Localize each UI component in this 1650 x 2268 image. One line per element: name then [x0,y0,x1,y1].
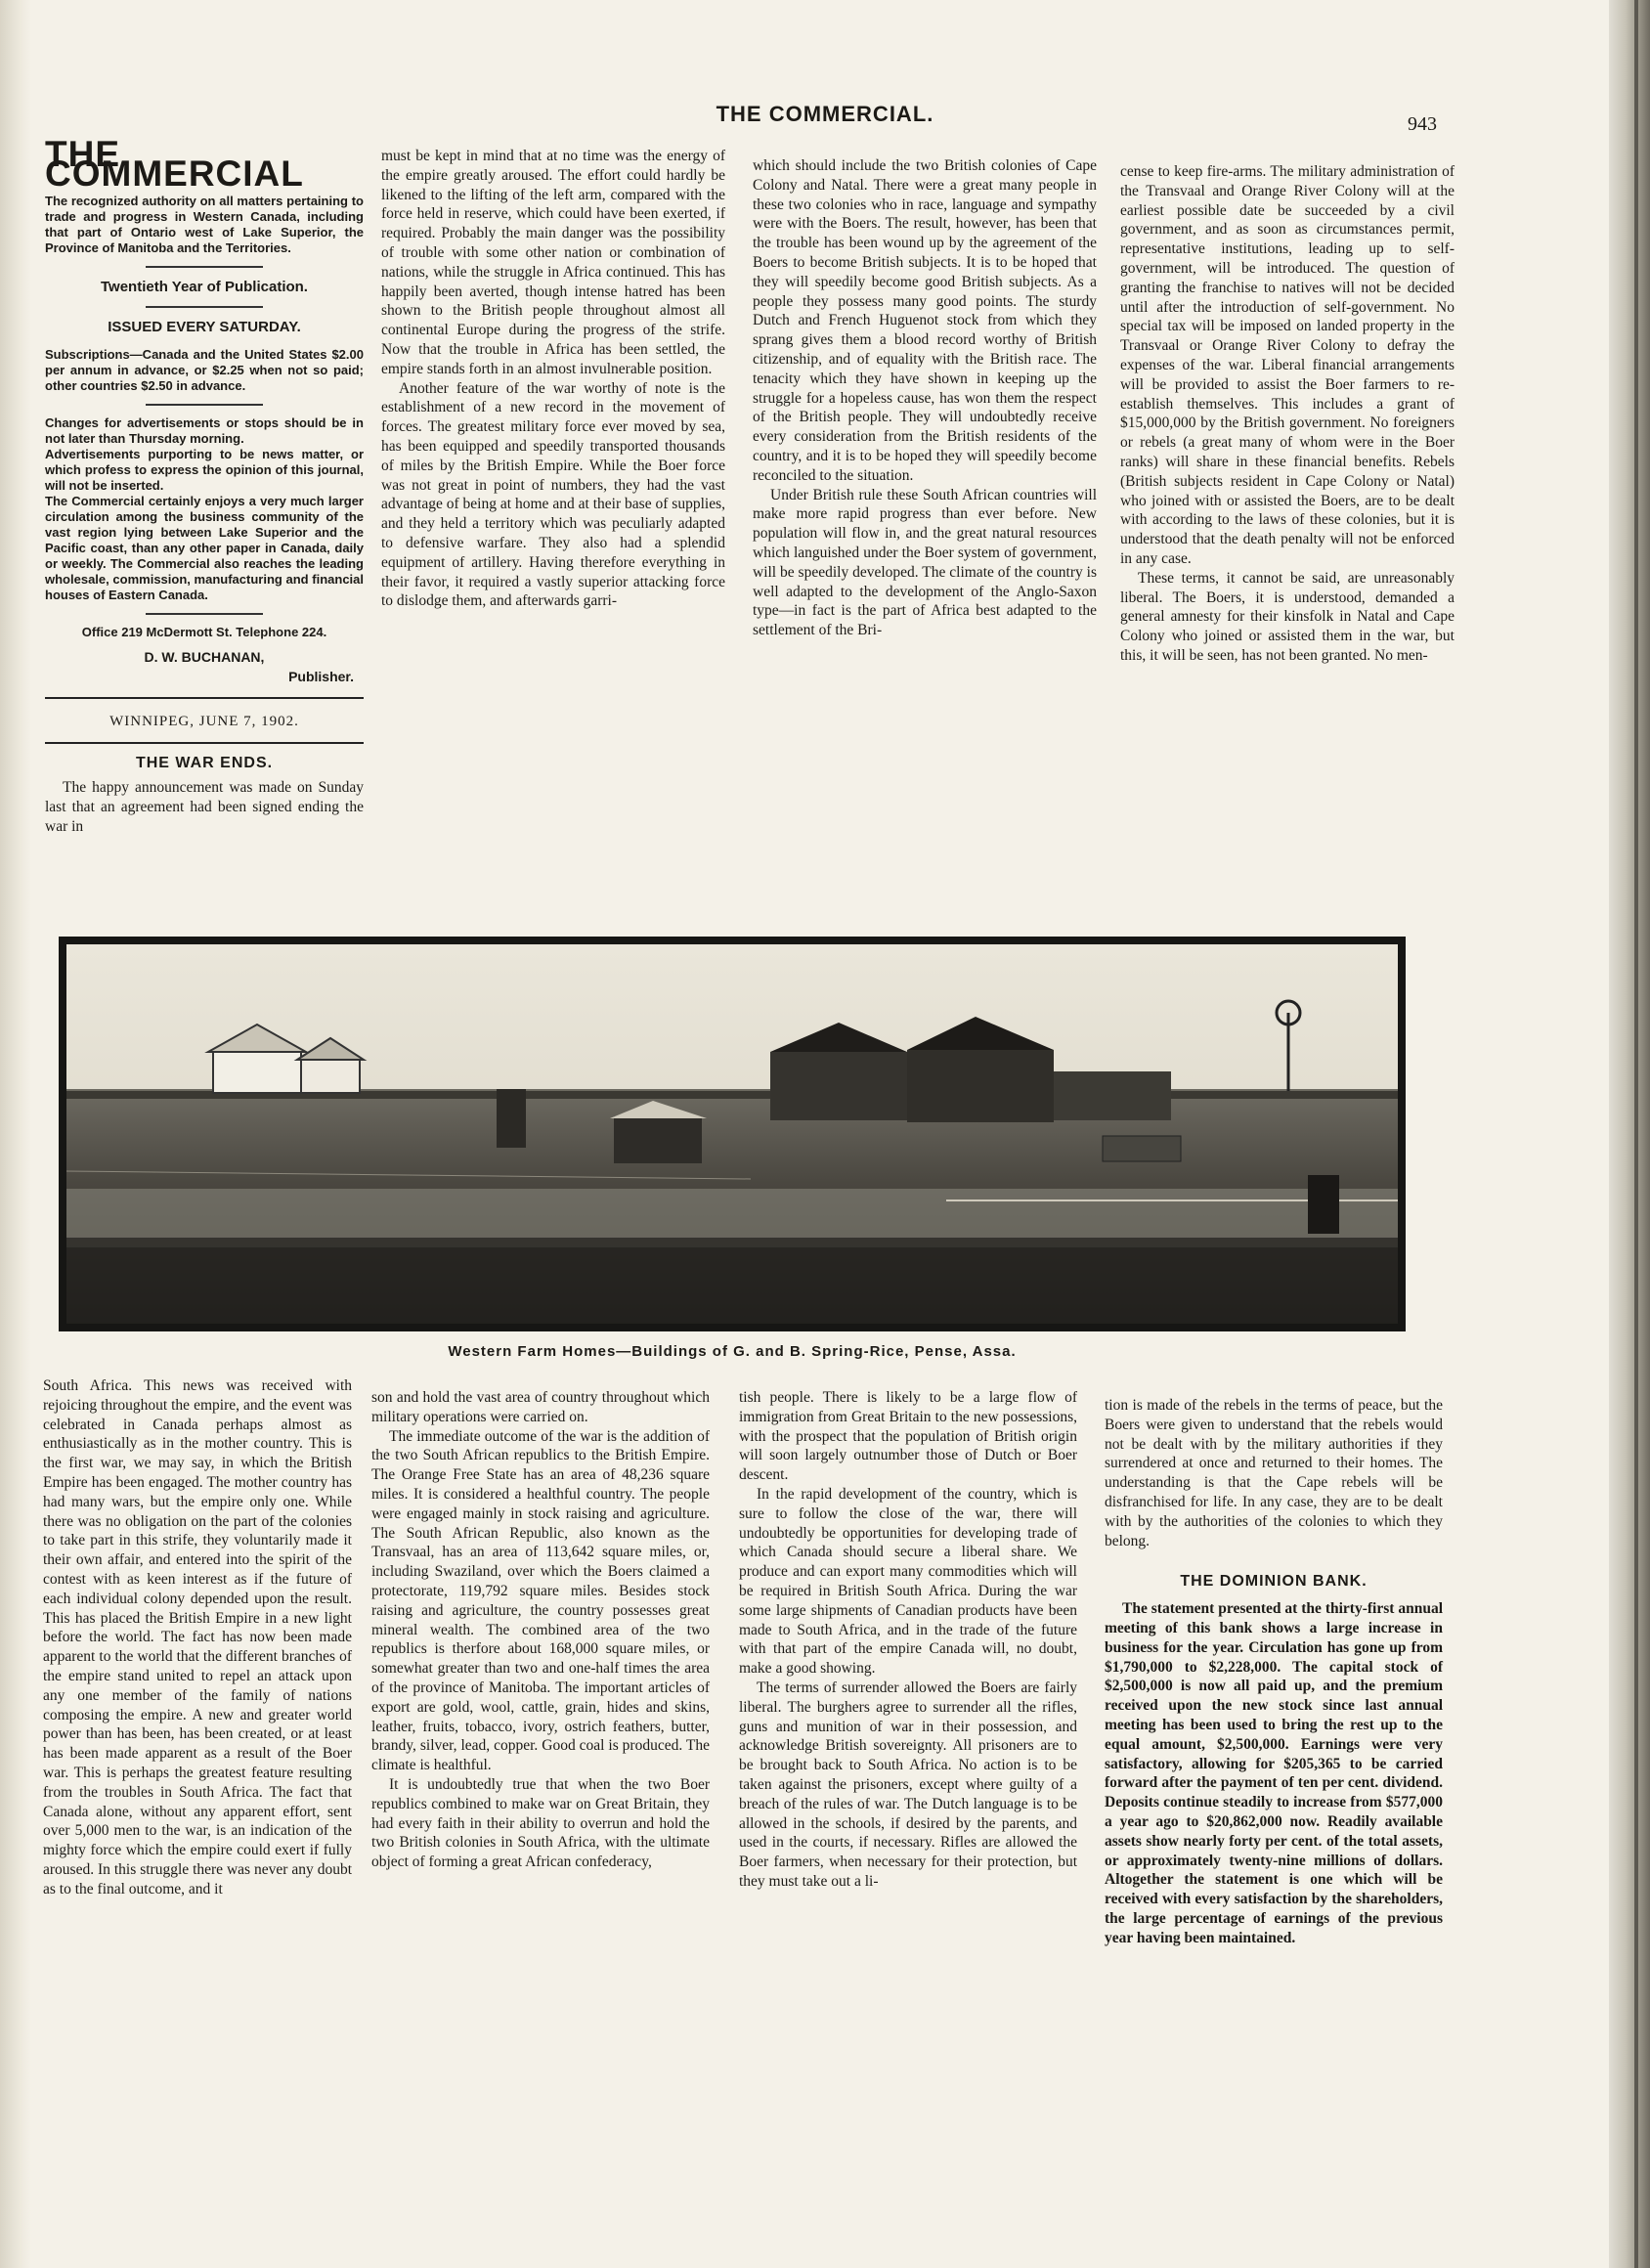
war-article-col2 [753,156,1097,640]
photo-caption: Western Farm Homes—Buildings of G. and B. Spring-Rice, Pense, Assa. [448,1343,1017,1360]
paragraph: These terms, it cannot be said, are unreasonably liberal. The Boers, it is understood, demanded a general amnesty for their kinsfolk in Natal and Cape Colony who joined or assisted them in the war, but this, it will be seen, has not been granted. No men- [1120,569,1455,664]
divider [146,266,263,268]
page-number: 943 [1408,113,1437,135]
war-article-col-bottom3 [739,1388,1077,1892]
divider [146,613,263,615]
publisher-role: Publisher. [288,668,354,684]
advertisements-notice: Advertisements purporting to be news matter, or which profess to express the opinion of this journal, will not be inserted. [45,447,364,494]
war-article-col-bottom4 [1105,1396,1443,1948]
divider [146,404,263,406]
paragraph: tish people. There is likely to be a large flow of immigration from Great Britain to the new possessions, with the prospect that the population of British origin will soon largely outnumber those of Dutch or Boer descent. [739,1389,1077,1484]
war-article-col0 [45,778,364,836]
book-binding-edge [1609,0,1650,2268]
war-article-col-bottom1 [43,1376,352,1899]
publication-year: Twentieth Year of Publication. [101,278,308,295]
divider [45,697,364,699]
dominion-bank-headline: THE DOMINION BANK. [1180,1573,1368,1591]
dateline: WINNIPEG, JUNE 7, 1902. [109,713,299,729]
dominion-bank-body: The statement presented at the thirty-first annual meeting of this bank shows a large increase in business for the year. Circulation has gone up from $1,790,000 to $2,228,000. The capital stock of $2,500,000 is now all paid up, and the premium received upon the new stock since last annual meeting has been used to bring the rest up to the equal amount, $2,500,000. Earnings were very satisfactory, allowing for $205,365 to be carried forward after the payment of ten per cent. dividend. Deposits continue steadily to increase from $577,000 a year ago to $20,862,000 now. Readily available assets show nearly forty per cent. of the total assets, or approximately twenty-nine millions of dollars. Altogether the statement is one which will be received with every satisfaction by the shareholders, the large percentage of earnings of the previous year having been maintained. [1105,1600,1443,1946]
paragraph: It is undoubtedly true that when the two Boer republics combined to make war on Great Britain, they had every faith in their ability to overrun and hold the two British colonies in South Africa, with the ultimate object of forming a great African confederacy, [371,1775,710,1871]
paragraph: The happy announcement was made on Sunday last that an agreement had been signed ending the war in [45,779,364,835]
paragraph: In the rapid development of the country, which is sure to follow the close of the war, there will undoubtedly be opportunities for developing trade of which Canada should secure a liberal share. We produce and can export many commodities which will be required in British South Africa. During the war some large shipments of Canadian products have been made to South Africa, and in the trade of the future with that part of the empire Canada will, no doubt, make a good showing. [739,1485,1077,1678]
paragraph: The terms of surrender allowed the Boers are fairly liberal. The burghers agree to surrender all the rifles, guns and munition of war in their possession, and acknowledge British sovereignty. All prisoners are to be brought back to South Africa. No action is to be taken against the prisoners, except where guilty of a breach of the rules of war. The Dutch language is to be allowed in the schools, if desired by the parents, and used in the courts, if necessary. Rifles are allowed the Boer farmers, when necessary for their protection, but they must take out a li- [739,1679,1077,1890]
masthead-intro: The recognized authority on all matters pertaining to trade and progress in Western Canada, including that part of Ontario west of Lake Superior, the Province of Manitoba and the Territories. [45,193,364,255]
paragraph: must be kept in mind that at no time was the energy of the empire greatly aroused. The effort could hardly be likened to the lifting of the left arm, compared with the force held in reserve, which could have been exerted, if required. Probably the main danger was the possibility of trouble with some other nation or combination of nations, while the struggle in Africa continued. This has happily been averted, though intense hatred has been shown to the British people throughout almost all continental Europe during the progress of the strife. Now that the trouble in Africa has been settled, the empire stands forth in an almost invulnerable position. [381,148,725,377]
paragraph: which should include the two British colonies of Cape Colony and Natal. There were a great many people in these two colonies who in race, language and sympathy were with the Boers. The result, however, has been that the trouble has been wound up by the agreement of the Boers to become British subjects. It is to be hoped that they will speedily become good British subjects. As a people they possess many good points. The sturdy Dutch and French Huguenot stock from which they sprang gives them a blood record worthy of British citizenship, and of equality with the British race. The tenacity which they have shown in keeping up the struggle for a hopeless cause, has won them the respect of the British people. They will undoubtedly receive every consideration from the British residents of the country, and it is to be hoped they will speedily become reconciled to the situation. [753,157,1097,484]
masthead-column [45,134,364,837]
paragraph: Under British rule these South African countries will make more rapid progress than ever before. New population will flow in, and the great natural resources which languished under the Boer system of government, will be speedily developed. The climate of the country is well adapted to the development of the Anglo-Saxon type—in fact is the part of Africa best adapted to the settlement of the Bri- [753,486,1097,639]
paragraph: The immediate outcome of the war is the addition of the two South African republics to the British Empire. The Orange Free State has an area of 48,236 square miles. It is considered a healthful country. The people were engaged mainly in stock raising and agriculture. The South African Republic, also known as the Transvaal, has an area of 113,642 square miles, or, including Swaziland, over which the Boers claimed a protectorate, 119,792 square miles. Besides stock raising and agriculture, the country possesses great mineral wealth. The combined area of the two republics is therfore about 168,000 square miles, or somewhat greater than two and one-half times the area of the province of Manitoba. The important articles of export are gold, wool, cattle, grain, hides and skins, leather, fruits, tobacco, ivory, ostrich feathers, butter, brandy, silver, lead, copper. Good coal is produced. The climate is healthful. [371,1427,710,1774]
paragraph: cense to keep fire-arms. The military administration of the Transvaal and Orange River Colony will at the earliest possible date be succeeded by a civil government, and as soon as circumstances permit, representative institutions, leading up to self-government, will be introduced. The question of granting the franchise to natives will not be decided until after the introduction of self-government. No special tax will be imposed on landed property in the Transvaal or Orange River Colony to defray the expenses of the war. Liberal financial arrangements will be provided to assist the Boer farmers to re-establish themselves. This includes a grant of $15,000,000 by the British government. No foreigners or rebels (a great many of whom were in the Boer ranks) will share in these financial benefits. Rebels (British subjects resident in Cape Colony or Natal) who joined with or assisted the Boers, are to be dealt with according to the laws of these colonies, but it is understood that the death penalty will not be enforced in any case. [1120,163,1455,567]
war-article-col-bottom2 [371,1388,710,1872]
war-article-conclusion [1105,1396,1443,1550]
office-address: Office 219 McDermott St. Telephone 224. [81,625,327,640]
farm-photo-image [66,944,1398,1324]
paragraph: tion is made of the rebels in the terms of peace, but the Boers were given to understand that the rebels would not be dealt with by the military authorities if they surrendered at once and returned to their homes. The understanding is that the Cape rebels will be disfranchised for life. In any case, they are to be dealt with by the authorities of the colonies to which they belong. [1105,1397,1443,1549]
paragraph: Another feature of the war worthy of note is the establishment of a new record in the movement of forces. The greatest military force ever moved by sea, has been equipped and speedily transported thousands of miles by the British Empire. While the Boer force was not great in point of numbers, they had the vast advantage of being at home and at their base of supplies, and they held a territory which was peculiarly adapted to defensive warfare. They also had a splendid equipment of artillery. Having therefore everything in their favor, it required a vastly superior attacking force to dislodge them, and afterwards garri- [381,379,725,610]
previous-page-fragments [2,117,27,2151]
paragraph: South Africa. This news was received with rejoicing throughout the empire, and the event was celebrated in Canada perhaps almost as enthusiastically as in the mother country. This is the first war, we may say, in which the British Empire has been engaged. The mother country has had many wars, but the empire only one. While there was no obligation on the part of the colonies to take part in this strife, they voluntarily made it their own affair, and entered into the spirit of the contest with as keen interest as if the future of each individual colony depended upon the result. This has placed the British Empire in a new light before the world. The fact has now been made apparent to the world that the different branches of the empire stand united to repel an attack upon any one member of the family of nations composing the empire. A new and greater world power than has been, has been created, or at least has been made apparent as a result of the Boer war. This is perhaps the greatest feature resulting from the troubles in South Africa. The fact that Canada alone, without any apparent effort, sent over 5,000 men to the war, is an indication of the mighty force which the empire could exert if fully aroused. In this struggle there was never any doubt as to the final outcome, and it [43,1377,352,1897]
issued-notice: ISSUED EVERY SATURDAY. [108,319,301,336]
paragraph: son and hold the vast area of country throughout which military operations were carried on. [371,1389,710,1425]
masthead-title: THE COMMERCIAL [45,134,304,194]
changes-notice: Changes for advertisements or stops should be in not later than Thursday morning. [45,415,364,447]
previous-page-edge [0,0,31,2268]
farm-photograph [59,937,1406,1331]
war-article-col3 [1120,162,1455,666]
subscription-rates: Subscriptions—Canada and the United States $2.00 per annum in advance, or $2.25 when not so paid; other countries $2.50 in advance. [45,347,364,394]
divider [146,306,263,308]
circulation-notice: The Commercial certainly enjoys a very much larger circulation among the business community of the vast region lying between Lake Superior and the Pacific coast, than any other paper in Canada, daily or weekly. The Commercial also reaches the leading wholesale, commission, manufacturing and financial houses of Eastern Canada. [45,494,364,603]
running-title: THE COMMERCIAL. [716,102,934,126]
war-article-col1 [381,147,725,611]
war-article-headline: THE WAR ENDS. [135,754,274,771]
divider [45,742,364,744]
publisher-name: D. W. BUCHANAN, [144,649,265,666]
